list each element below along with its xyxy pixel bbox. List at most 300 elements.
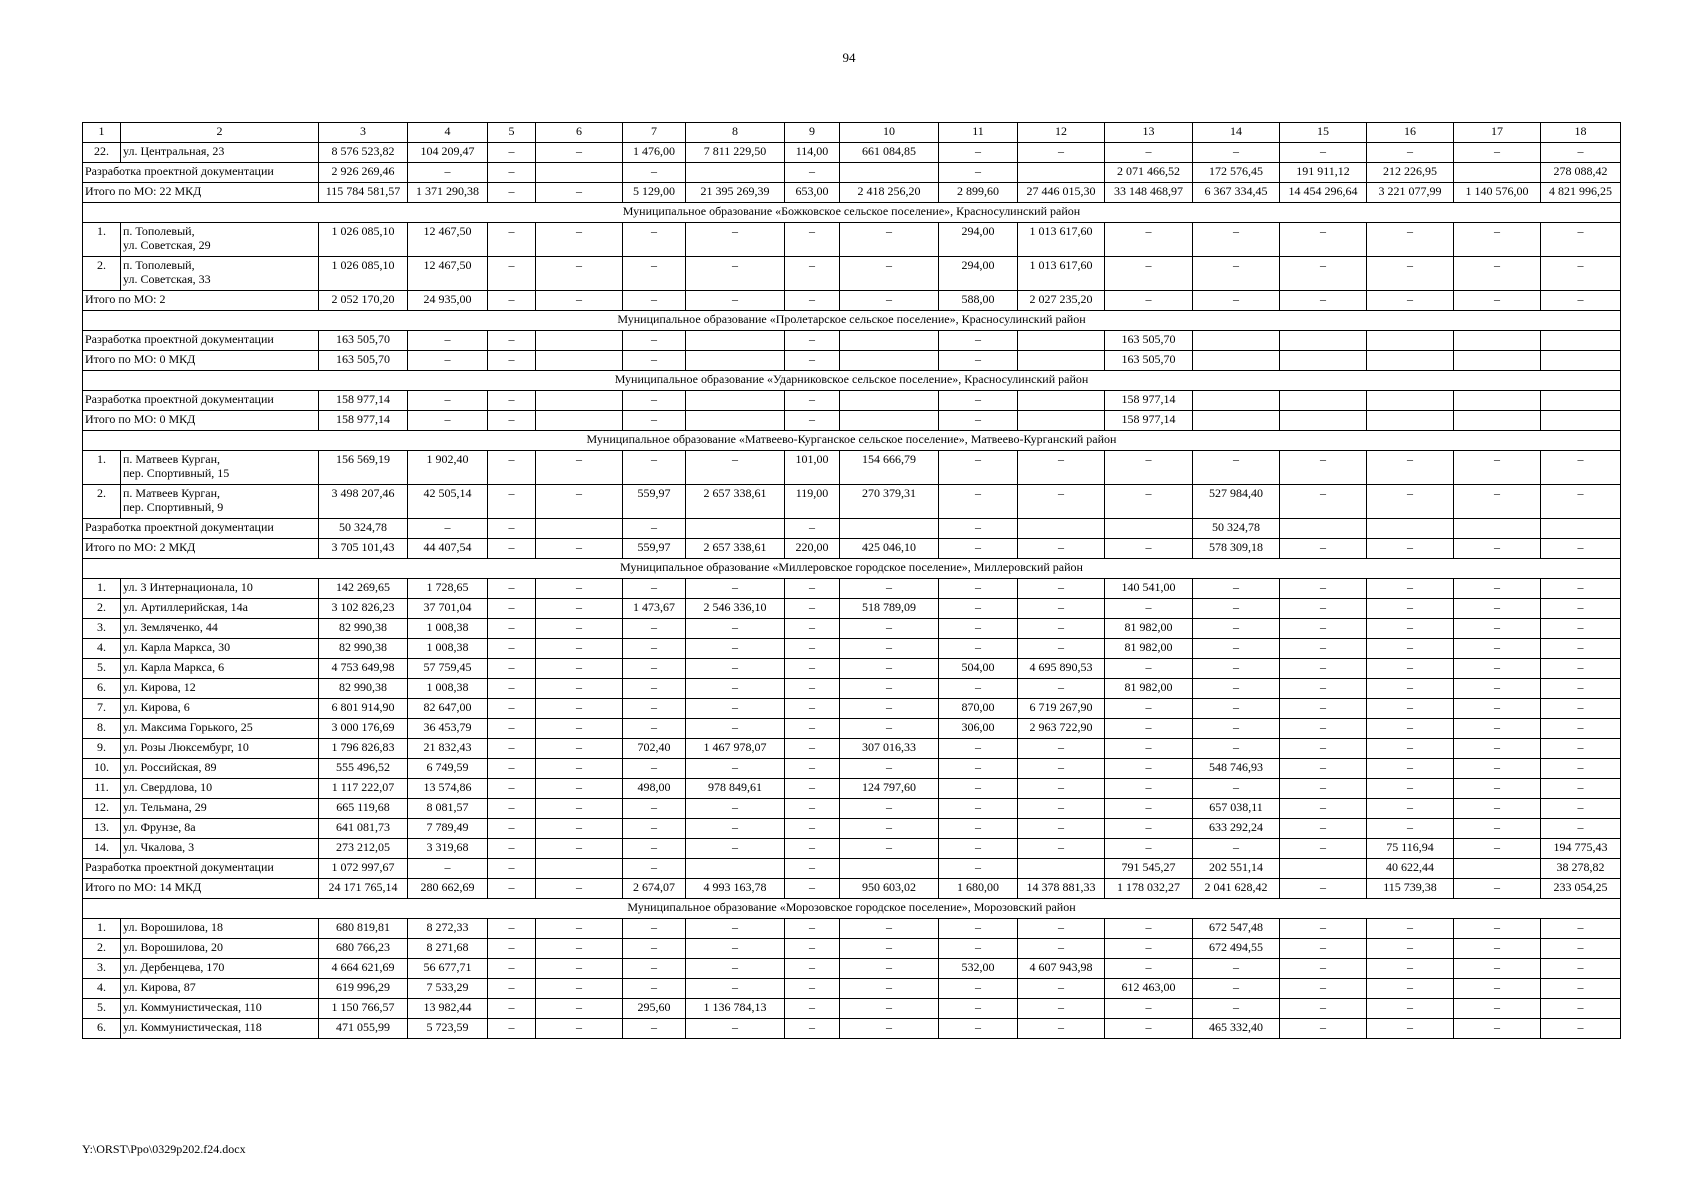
column-number-cell: 11 [939, 123, 1018, 143]
value-cell: 4 664 621,69 [319, 959, 408, 979]
value-cell: – [1018, 799, 1105, 819]
value-cell: – [1280, 539, 1367, 559]
value-cell: – [1541, 779, 1621, 799]
value-cell: – [1367, 257, 1454, 291]
value-cell [1541, 331, 1621, 351]
value-cell: – [488, 183, 536, 203]
value-cell: – [1454, 143, 1541, 163]
value-cell: – [1541, 291, 1621, 311]
value-cell: – [488, 351, 536, 371]
value-cell: 163 505,70 [319, 331, 408, 351]
value-cell: – [686, 699, 785, 719]
summary-label: Итого по МО: 2 [83, 291, 319, 311]
value-cell: 158 977,14 [319, 411, 408, 431]
value-cell [1193, 411, 1280, 431]
row-number-cell: 8. [83, 719, 121, 739]
value-cell: – [1105, 779, 1193, 799]
value-cell: – [488, 619, 536, 639]
value-cell: 158 977,14 [1105, 411, 1193, 431]
value-cell [1018, 859, 1105, 879]
value-cell: 870,00 [939, 699, 1018, 719]
value-cell: 38 278,82 [1541, 859, 1621, 879]
value-cell: – [785, 579, 840, 599]
value-cell [840, 331, 939, 351]
value-cell: – [536, 659, 623, 679]
address-cell: ул. Коммунистическая, 118 [121, 1019, 319, 1039]
value-cell: – [840, 223, 939, 257]
value-cell: – [1541, 979, 1621, 999]
value-cell: – [1193, 143, 1280, 163]
value-cell: 270 379,31 [840, 485, 939, 519]
value-cell: 163 505,70 [319, 351, 408, 371]
value-cell: – [1193, 579, 1280, 599]
value-cell: – [785, 999, 840, 1019]
value-cell: 680 766,23 [319, 939, 408, 959]
value-cell: 588,00 [939, 291, 1018, 311]
value-cell: – [1193, 979, 1280, 999]
value-cell: – [785, 779, 840, 799]
value-cell: – [1280, 779, 1367, 799]
value-cell: – [488, 163, 536, 183]
value-cell: 295,60 [623, 999, 686, 1019]
summary-label: Итого по МО: 0 МКД [83, 411, 319, 431]
value-cell [1454, 331, 1541, 351]
table-row [83, 819, 1621, 839]
value-cell: 40 622,44 [1367, 859, 1454, 879]
value-cell [840, 519, 939, 539]
summary-row [83, 879, 1621, 899]
value-cell: – [1367, 223, 1454, 257]
value-cell: 3 000 176,69 [319, 719, 408, 739]
value-cell: 555 496,52 [319, 759, 408, 779]
table-row [83, 143, 1621, 163]
row-number-cell: 2. [83, 485, 121, 519]
row-number-cell: 22. [83, 143, 121, 163]
value-cell: – [1541, 539, 1621, 559]
value-cell [1280, 331, 1367, 351]
value-cell: 633 292,24 [1193, 819, 1280, 839]
table-row [83, 451, 1621, 485]
value-cell: 548 746,93 [1193, 759, 1280, 779]
row-number-cell: 13. [83, 819, 121, 839]
value-cell: – [1454, 1019, 1541, 1039]
summary-row [83, 391, 1621, 411]
value-cell: – [1454, 879, 1541, 899]
value-cell: 278 088,42 [1541, 163, 1621, 183]
value-cell: – [785, 331, 840, 351]
value-cell: – [536, 579, 623, 599]
value-cell: 672 494,55 [1193, 939, 1280, 959]
row-number-cell: 1. [83, 223, 121, 257]
value-cell: – [1193, 719, 1280, 739]
column-number-cell: 18 [1541, 123, 1621, 143]
value-cell: – [1280, 839, 1367, 859]
value-cell: – [408, 519, 488, 539]
value-cell: 115 784 581,57 [319, 183, 408, 203]
summary-label: Разработка проектной документации [83, 859, 319, 879]
value-cell: – [840, 699, 939, 719]
value-cell: – [1454, 679, 1541, 699]
value-cell: – [623, 639, 686, 659]
value-cell: – [623, 351, 686, 371]
address-cell: ул. Кирова, 87 [121, 979, 319, 999]
value-cell: – [536, 679, 623, 699]
value-cell [686, 411, 785, 431]
value-cell: – [536, 719, 623, 739]
value-cell: – [785, 819, 840, 839]
value-cell: 75 116,94 [1367, 839, 1454, 859]
value-cell: 1 008,38 [408, 619, 488, 639]
value-cell: – [1105, 759, 1193, 779]
value-cell: – [1193, 679, 1280, 699]
table-row [83, 979, 1621, 999]
table-row [83, 839, 1621, 859]
value-cell: – [785, 659, 840, 679]
value-cell: 82 990,38 [319, 639, 408, 659]
value-cell: 220,00 [785, 539, 840, 559]
table-row [83, 939, 1621, 959]
value-cell: 6 367 334,45 [1193, 183, 1280, 203]
value-cell: – [939, 519, 1018, 539]
value-cell: – [1105, 1019, 1193, 1039]
row-number-cell: 11. [83, 779, 121, 799]
value-cell: 791 545,27 [1105, 859, 1193, 879]
summary-label: Разработка проектной документации [83, 163, 319, 183]
value-cell: – [488, 519, 536, 539]
value-cell: – [623, 619, 686, 639]
value-cell: 1 140 576,00 [1454, 183, 1541, 203]
value-cell: 1 013 617,60 [1018, 257, 1105, 291]
value-cell: – [686, 819, 785, 839]
value-cell: – [939, 411, 1018, 431]
value-cell: 2 041 628,42 [1193, 879, 1280, 899]
value-cell: – [536, 799, 623, 819]
value-cell: – [686, 1019, 785, 1039]
column-number-cell: 6 [536, 123, 623, 143]
value-cell [1280, 411, 1367, 431]
value-cell [1367, 519, 1454, 539]
value-cell: – [1280, 919, 1367, 939]
value-cell: – [1454, 291, 1541, 311]
value-cell: – [1105, 451, 1193, 485]
value-cell [1367, 351, 1454, 371]
value-cell: – [1367, 451, 1454, 485]
value-cell [536, 351, 623, 371]
value-cell: – [939, 391, 1018, 411]
value-cell: – [840, 819, 939, 839]
value-cell: – [686, 759, 785, 779]
value-cell: – [623, 451, 686, 485]
table-row [83, 739, 1621, 759]
value-cell: 12 467,50 [408, 257, 488, 291]
value-cell [1367, 411, 1454, 431]
value-cell: 5 129,00 [623, 183, 686, 203]
value-cell: – [1018, 759, 1105, 779]
summary-label: Разработка проектной документации [83, 391, 319, 411]
value-cell: – [1280, 979, 1367, 999]
value-cell: – [488, 979, 536, 999]
value-cell: 2 052 170,20 [319, 291, 408, 311]
column-number-cell: 1 [83, 123, 121, 143]
summary-row [83, 183, 1621, 203]
section-header-row [83, 899, 1621, 919]
value-cell: – [536, 223, 623, 257]
row-number-cell: 2. [83, 939, 121, 959]
value-cell: – [1193, 839, 1280, 859]
value-cell: 140 541,00 [1105, 579, 1193, 599]
value-cell: 2 027 235,20 [1018, 291, 1105, 311]
value-cell [1280, 351, 1367, 371]
value-cell: – [840, 659, 939, 679]
value-cell: – [939, 679, 1018, 699]
value-cell: 294,00 [939, 257, 1018, 291]
value-cell: 21 832,43 [408, 739, 488, 759]
value-cell: – [488, 679, 536, 699]
summary-row [83, 539, 1621, 559]
value-cell: – [1541, 959, 1621, 979]
value-cell: 37 701,04 [408, 599, 488, 619]
value-cell: – [1193, 599, 1280, 619]
value-cell: – [488, 839, 536, 859]
column-number-cell: 9 [785, 123, 840, 143]
value-cell: – [785, 391, 840, 411]
value-cell: 6 749,59 [408, 759, 488, 779]
value-cell: 82 990,38 [319, 619, 408, 639]
value-cell: – [1105, 659, 1193, 679]
value-cell: – [536, 291, 623, 311]
address-cell: ул. Ворошилова, 18 [121, 919, 319, 939]
value-cell: – [840, 291, 939, 311]
value-cell: 6 719 267,90 [1018, 699, 1105, 719]
value-cell: – [1454, 759, 1541, 779]
value-cell: – [686, 659, 785, 679]
row-number-cell: 2. [83, 599, 121, 619]
value-cell: – [1454, 539, 1541, 559]
value-cell: – [939, 919, 1018, 939]
table-row [83, 579, 1621, 599]
value-cell [686, 519, 785, 539]
value-cell: – [488, 879, 536, 899]
value-cell: 2 899,60 [939, 183, 1018, 203]
value-cell: 1 680,00 [939, 879, 1018, 899]
value-cell: 119,00 [785, 485, 840, 519]
value-cell: – [1280, 879, 1367, 899]
value-cell: – [1018, 639, 1105, 659]
table-row [83, 619, 1621, 639]
value-cell: – [1367, 485, 1454, 519]
value-cell: – [488, 223, 536, 257]
table-row [83, 1019, 1621, 1039]
value-cell: – [1018, 779, 1105, 799]
value-cell: – [623, 163, 686, 183]
value-cell: – [408, 331, 488, 351]
value-cell: – [1367, 979, 1454, 999]
value-cell [840, 351, 939, 371]
value-cell: – [1105, 719, 1193, 739]
value-cell: – [1280, 1019, 1367, 1039]
value-cell [1018, 331, 1105, 351]
address-cell: п. Матвеев Курган, пер. Спортивный, 15 [121, 451, 319, 485]
address-cell: ул. Коммунистическая, 110 [121, 999, 319, 1019]
value-cell [1018, 351, 1105, 371]
value-cell: – [488, 859, 536, 879]
value-cell: – [536, 739, 623, 759]
value-cell [1367, 391, 1454, 411]
value-cell: – [939, 351, 1018, 371]
value-cell: – [1018, 451, 1105, 485]
value-cell: 24 171 765,14 [319, 879, 408, 899]
municipality-title: Муниципальное образование «Миллеровское городское поселение», Миллеровский район [83, 559, 1621, 579]
value-cell: – [1541, 659, 1621, 679]
value-cell: – [536, 819, 623, 839]
address-cell: ул. Свердлова, 10 [121, 779, 319, 799]
value-cell: – [488, 659, 536, 679]
summary-row [83, 351, 1621, 371]
value-cell: – [939, 539, 1018, 559]
value-cell [840, 859, 939, 879]
value-cell: 13 982,44 [408, 999, 488, 1019]
value-cell: – [623, 579, 686, 599]
value-cell: – [785, 719, 840, 739]
address-cell: ул. Фрунзе, 8а [121, 819, 319, 839]
value-cell: – [536, 599, 623, 619]
value-cell: – [1105, 143, 1193, 163]
value-cell: 1 473,67 [623, 599, 686, 619]
value-cell: – [939, 979, 1018, 999]
row-number-cell: 3. [83, 959, 121, 979]
value-cell: – [1541, 759, 1621, 779]
value-cell: – [488, 331, 536, 351]
address-cell: ул. Земляченко, 44 [121, 619, 319, 639]
value-cell: – [785, 859, 840, 879]
value-cell: – [1541, 739, 1621, 759]
table-row [83, 659, 1621, 679]
value-cell: – [1367, 959, 1454, 979]
value-cell: – [408, 163, 488, 183]
value-cell [1193, 391, 1280, 411]
value-cell: – [1541, 719, 1621, 739]
value-cell: – [1454, 699, 1541, 719]
value-cell: 202 551,14 [1193, 859, 1280, 879]
value-cell: – [1541, 999, 1621, 1019]
address-cell: ул. Карла Маркса, 30 [121, 639, 319, 659]
value-cell: 1 467 978,07 [686, 739, 785, 759]
address-cell: ул. Ворошилова, 20 [121, 939, 319, 959]
value-cell: – [1105, 291, 1193, 311]
value-cell: – [1105, 999, 1193, 1019]
value-cell: – [1367, 291, 1454, 311]
value-cell: – [1280, 659, 1367, 679]
table-row [83, 719, 1621, 739]
value-cell: – [1367, 939, 1454, 959]
value-cell: 8 271,68 [408, 939, 488, 959]
value-cell: – [1105, 799, 1193, 819]
value-cell: – [536, 999, 623, 1019]
value-cell [1541, 351, 1621, 371]
value-cell: – [840, 979, 939, 999]
value-cell: – [939, 999, 1018, 1019]
column-number-cell: 3 [319, 123, 408, 143]
municipality-title: Муниципальное образование «Матвеево-Курганское сельское поселение», Матвеево-Курганский район [83, 431, 1621, 451]
section-header-row [83, 311, 1621, 331]
address-cell: ул. 3 Интернационала, 10 [121, 579, 319, 599]
value-cell: 1 117 222,07 [319, 779, 408, 799]
table-row [83, 699, 1621, 719]
value-cell: 518 789,09 [840, 599, 939, 619]
value-cell: – [408, 351, 488, 371]
value-cell: – [488, 143, 536, 163]
summary-label: Итого по МО: 14 МКД [83, 879, 319, 899]
value-cell: 4 821 996,25 [1541, 183, 1621, 203]
column-number-cell: 7 [623, 123, 686, 143]
value-cell: – [1541, 619, 1621, 639]
value-cell: – [1454, 939, 1541, 959]
value-cell: 1 026 085,10 [319, 223, 408, 257]
value-cell: 212 226,95 [1367, 163, 1454, 183]
value-cell: – [536, 759, 623, 779]
summary-row [83, 519, 1621, 539]
value-cell: 2 963 722,90 [1018, 719, 1105, 739]
value-cell: – [1018, 999, 1105, 1019]
summary-row [83, 859, 1621, 879]
value-cell: 191 911,12 [1280, 163, 1367, 183]
value-cell: 527 984,40 [1193, 485, 1280, 519]
value-cell: – [623, 1019, 686, 1039]
address-cell: ул. Тельмана, 29 [121, 799, 319, 819]
value-cell: – [1454, 579, 1541, 599]
value-cell: 1 796 826,83 [319, 739, 408, 759]
value-cell: – [408, 411, 488, 431]
value-cell: 7 811 229,50 [686, 143, 785, 163]
value-cell: – [1454, 959, 1541, 979]
column-number-header-row [83, 123, 1621, 143]
value-cell: – [1280, 619, 1367, 639]
value-cell: – [840, 579, 939, 599]
summary-row [83, 331, 1621, 351]
value-cell: – [939, 799, 1018, 819]
value-cell: 1 072 997,67 [319, 859, 408, 879]
value-cell: – [1454, 979, 1541, 999]
value-cell: – [840, 959, 939, 979]
value-cell: 114,00 [785, 143, 840, 163]
value-cell: – [488, 257, 536, 291]
address-cell: ул. Кирова, 12 [121, 679, 319, 699]
value-cell: – [1454, 919, 1541, 939]
value-cell: – [1367, 999, 1454, 1019]
address-cell: ул. Российская, 89 [121, 759, 319, 779]
value-cell: – [1541, 579, 1621, 599]
value-cell: 156 569,19 [319, 451, 408, 485]
value-cell: 465 332,40 [1193, 1019, 1280, 1039]
municipality-title: Муниципальное образование «Божковское сельское поселение», Красносулинский район [83, 203, 1621, 223]
value-cell: 2 657 338,61 [686, 485, 785, 519]
value-cell: 559,97 [623, 539, 686, 559]
value-cell: – [686, 639, 785, 659]
table-row [83, 919, 1621, 939]
value-cell: 1 150 766,57 [319, 999, 408, 1019]
value-cell: – [840, 257, 939, 291]
value-cell: – [1367, 639, 1454, 659]
value-cell: – [488, 699, 536, 719]
value-cell: 3 319,68 [408, 839, 488, 859]
value-cell: – [1193, 291, 1280, 311]
address-cell: ул. Центральная, 23 [121, 143, 319, 163]
value-cell: 7 533,29 [408, 979, 488, 999]
value-cell: – [1454, 779, 1541, 799]
value-cell: 1 136 784,13 [686, 999, 785, 1019]
row-number-cell: 7. [83, 699, 121, 719]
value-cell: – [939, 759, 1018, 779]
